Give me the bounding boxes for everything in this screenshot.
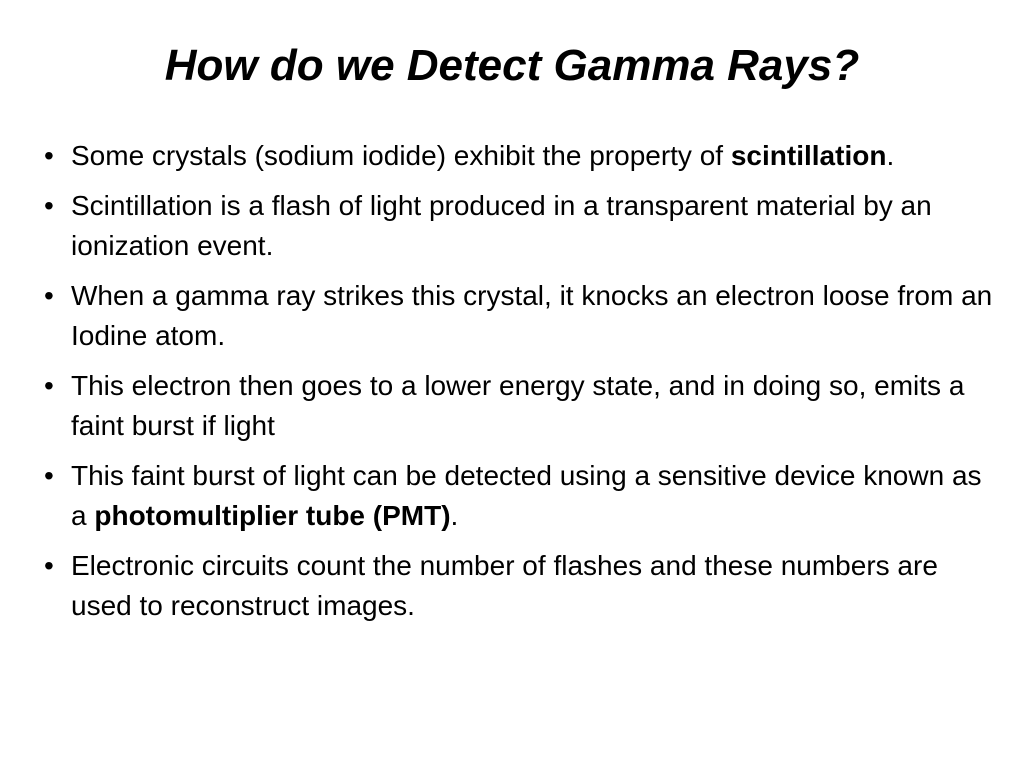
bullet-bold-text: photomultiplier tube (PMT) bbox=[94, 500, 451, 531]
bullet-text: Electronic circuits count the number of flashes and these numbers are used to reconstruct images. bbox=[71, 549, 938, 621]
bullet-text-end: . bbox=[450, 500, 459, 531]
bullet-text: Scintillation is a flash of light produced in a transparent material by an ionization event. bbox=[71, 189, 932, 261]
bullet-text-end: . bbox=[886, 140, 895, 171]
bullet-item bbox=[44, 186, 994, 267]
slide-title: How do we Detect Gamma Rays? bbox=[164, 41, 860, 90]
bullet-item bbox=[44, 136, 994, 177]
bullet-dot-icon: • bbox=[44, 459, 54, 491]
bullet-dot-icon: • bbox=[44, 140, 54, 171]
bullet-text: This faint burst of light can be detected using a sensitive device known as a bbox=[71, 459, 982, 531]
bullet-item bbox=[44, 276, 994, 357]
bullet-text: When a gamma ray strikes this crystal, it knocks an electron loose from an Iodine atom. bbox=[71, 279, 993, 351]
bullet-item bbox=[44, 456, 994, 537]
bullet-dot-icon: • bbox=[44, 279, 54, 311]
bullet-dot-icon: • bbox=[44, 549, 54, 581]
bullet-item bbox=[44, 366, 994, 447]
bullet-item bbox=[44, 546, 994, 627]
bullet-dot-icon: • bbox=[44, 369, 54, 401]
bullet-list bbox=[44, 136, 994, 636]
bullet-text: This electron then goes to a lower energy state, and in doing so, emits a faint burst if light bbox=[71, 369, 965, 441]
bullet-bold-text: scintillation bbox=[730, 140, 887, 171]
bullet-text: Some crystals (sodium iodide) exhibit the property of bbox=[71, 140, 731, 171]
bullet-dot-icon: • bbox=[44, 189, 54, 221]
